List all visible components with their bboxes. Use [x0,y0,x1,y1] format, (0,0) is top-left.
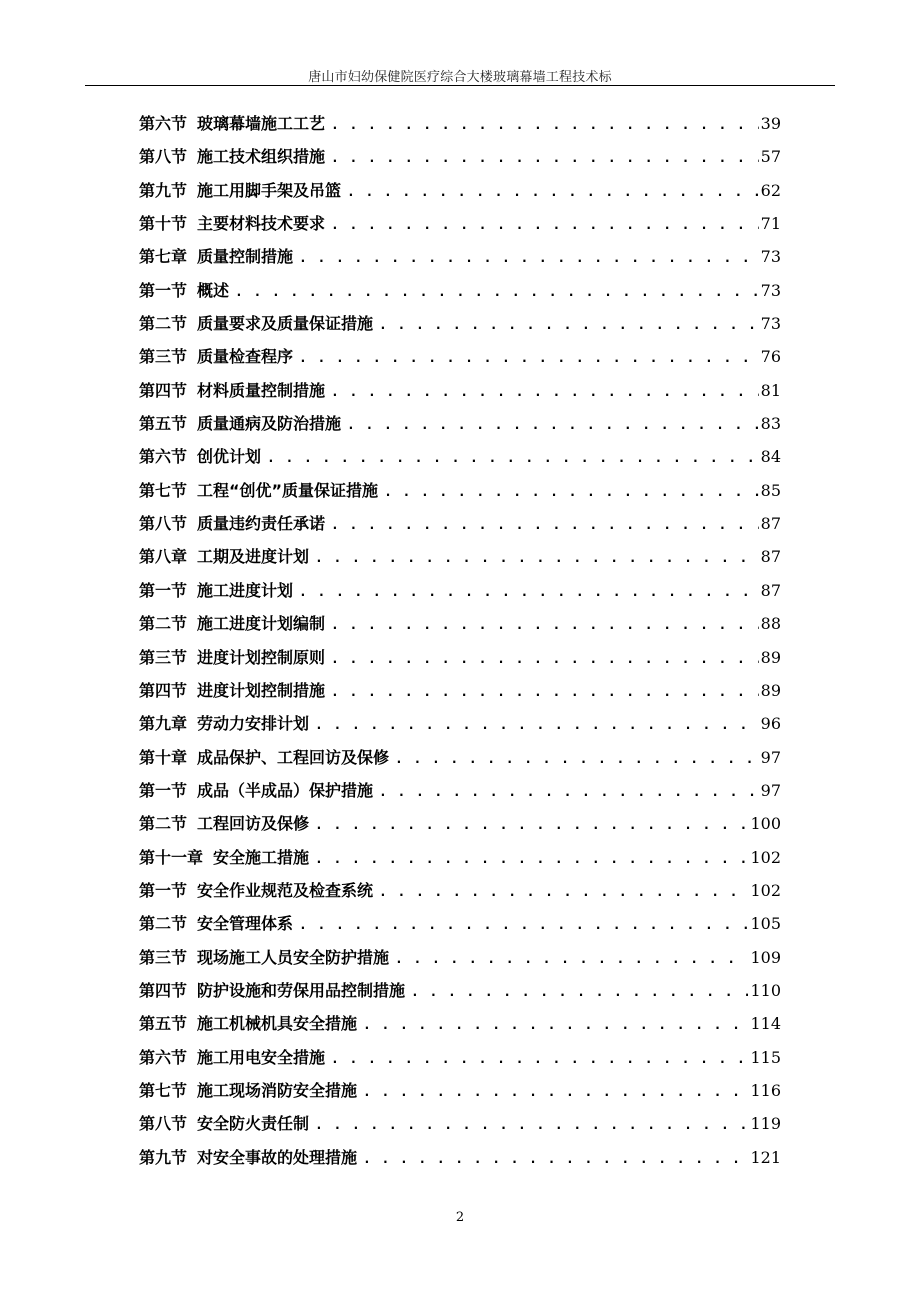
toc-entry-title: 施工机械机具安全措施 [197,1014,358,1034]
toc-entry-title: 安全管理体系 [197,914,294,934]
toc-dot-leader [315,812,748,836]
toc-entry[interactable] [139,212,781,245]
toc-entry-number: 第二节 [139,314,188,334]
toc-entry-page: 100 [750,814,781,834]
toc-entry-page: 121 [750,1147,781,1167]
toc-entry-title: 施工技术组织措施 [197,147,326,167]
toc-entry-number: 第四节 [139,380,188,400]
toc-entry-number: 第十章 [139,747,188,767]
toc-entry-page: 76 [760,347,781,367]
toc-entry-title: 安全作业规范及检查系统 [197,880,374,900]
page-number: 2 [455,1210,465,1225]
toc-entry-title: 施工用脚手架及吊篮 [197,180,342,200]
toc-entry-title: 质量通病及防治措施 [197,414,342,434]
toc-entry-number: 第九节 [139,1147,188,1167]
toc-entry[interactable] [139,579,781,612]
toc-entry[interactable] [139,912,781,945]
toc-entry-page: 73 [760,280,781,300]
toc-entry-title: 质量控制措施 [197,247,294,267]
toc-entry-number: 第八节 [139,147,188,167]
toc-entry-number: 第三节 [139,947,188,967]
toc-dot-leader [299,345,759,369]
toc-entry-page: 88 [760,614,781,634]
toc-entry-title: 玻璃幕墙施工工艺 [197,114,326,133]
toc-entry-page: 115 [750,1047,781,1067]
toc-entry[interactable] [139,145,781,178]
toc-entry-number: 第八节 [139,514,188,534]
toc-dot-leader [395,946,748,970]
toc-entry-page: 83 [760,414,781,434]
toc-dot-leader [315,1112,748,1136]
table-of-contents [139,112,781,1179]
toc-entry-number: 第四节 [139,980,188,1000]
toc-dot-leader [267,445,759,469]
toc-entry-title: 工期及进度计划 [197,547,310,567]
toc-entry-page: 62 [760,180,781,200]
toc-entry-title: 进度计划控制措施 [197,680,326,700]
toc-entry-number: 第九节 [139,180,188,200]
toc-entry-page: 87 [760,547,781,567]
toc-dot-leader [379,779,759,803]
toc-entry-page: 105 [750,914,781,934]
toc-entry-number: 第五节 [139,1014,188,1034]
toc-entry-page: 71 [760,214,781,234]
toc-dot-leader [411,979,748,1003]
toc-entry-page: 97 [760,747,781,767]
toc-entry[interactable] [139,979,781,1012]
toc-entry[interactable] [139,1146,781,1179]
toc-entry[interactable] [139,112,781,145]
toc-dot-leader [235,279,759,303]
toc-dot-leader [379,879,748,903]
toc-dot-leader [347,412,759,436]
toc-entry[interactable] [139,712,781,745]
toc-entry-number: 第三节 [139,347,188,367]
toc-dot-leader [331,1046,748,1070]
toc-entry-title: 现场施工人员安全防护措施 [197,947,390,967]
toc-entry-number: 第二节 [139,914,188,934]
toc-entry-number: 第六节 [139,114,188,133]
toc-entry-number: 第八节 [139,1114,188,1134]
toc-entry-number: 第三节 [139,647,188,667]
toc-dot-leader [315,545,759,569]
toc-entry-number: 第一节 [139,880,188,900]
header-title: 唐山市妇幼保健院医疗综合大楼玻璃幕墙工程技术标 [308,70,612,85]
toc-entry-page: 109 [750,947,781,967]
toc-entry-title: 施工进度计划 [197,580,294,600]
toc-entry-title: 劳动力安排计划 [197,714,310,734]
toc-entry[interactable] [139,512,781,545]
toc-entry-number: 第十一章 [139,847,204,867]
toc-entry[interactable] [139,612,781,645]
toc-entry-title: 材料质量控制措施 [197,380,326,400]
toc-entry-number: 第四节 [139,680,188,700]
toc-entry[interactable] [139,812,781,845]
toc-dot-leader [315,846,748,870]
toc-entry[interactable] [139,245,781,278]
toc-entry-page: 87 [760,514,781,534]
header-divider [85,85,835,86]
toc-entry-page: 89 [760,647,781,667]
toc-entry-title: 进度计划控制原则 [197,647,326,667]
toc-entry[interactable] [139,545,781,578]
toc-entry-page: 85 [760,480,781,500]
toc-dot-leader [331,145,759,169]
toc-dot-leader [331,512,759,536]
toc-entry-page: 119 [750,1114,781,1134]
toc-entry[interactable] [139,445,781,478]
toc-entry[interactable] [139,1079,781,1112]
toc-entry-number: 第六节 [139,447,188,467]
toc-entry-number: 第六节 [139,1047,188,1067]
toc-entry-page: 81 [760,380,781,400]
toc-entry[interactable] [139,646,781,679]
toc-entry-page: 102 [750,847,781,867]
toc-dot-leader [331,679,759,703]
toc-entry-title: 成品保护、工程回访及保修 [197,747,390,767]
toc-entry-number: 第一节 [139,780,188,800]
toc-entry-page: 73 [760,247,781,267]
toc-entry-number: 第七章 [139,247,188,267]
toc-entry-title: 工程回访及保修 [197,814,310,834]
toc-entry-page: 87 [760,580,781,600]
toc-entry-number: 第一节 [139,280,188,300]
toc-entry-title: 主要材料技术要求 [197,214,326,234]
toc-entry-title: 质量违约责任承诺 [197,514,326,534]
toc-entry[interactable] [139,312,781,345]
toc-entry-page: 73 [760,314,781,334]
toc-entry-number: 第五节 [139,414,188,434]
toc-dot-leader [395,746,759,770]
toc-dot-leader [331,212,759,236]
toc-entry-page: 84 [760,447,781,467]
toc-entry[interactable] [139,179,781,212]
toc-entry-number: 第九章 [139,714,188,734]
toc-dot-leader [363,1012,748,1036]
toc-entry-title: 成品（半成品）保护措施 [197,780,374,800]
toc-entry-number: 第七节 [139,480,188,500]
toc-dot-leader [363,1146,748,1170]
toc-dot-leader [331,379,759,403]
toc-dot-leader [299,579,759,603]
toc-entry-page: 114 [750,1014,781,1034]
toc-entry[interactable] [139,379,781,412]
toc-entry[interactable] [139,946,781,979]
toc-entry-number: 第十节 [139,214,188,234]
toc-entry-page: 102 [750,880,781,900]
toc-dot-leader [379,312,759,336]
toc-entry[interactable] [139,1112,781,1145]
toc-entry[interactable] [139,345,781,378]
toc-entry-number: 第八章 [139,547,188,567]
toc-entry-title: 质量要求及质量保证措施 [197,314,374,334]
toc-entry-title: 施工用电安全措施 [197,1047,326,1067]
toc-entry-page: 116 [750,1080,781,1100]
toc-dot-leader [331,646,759,670]
toc-entry-page: 96 [760,714,781,734]
toc-entry-page: 97 [760,780,781,800]
toc-entry-page: 89 [760,680,781,700]
toc-entry-title: 概述 [197,280,230,300]
toc-entry-page: 39 [760,114,781,133]
toc-entry-number: 第七节 [139,1080,188,1100]
toc-dot-leader [299,245,759,269]
toc-entry[interactable] [139,412,781,445]
toc-entry[interactable] [139,679,781,712]
toc-entry-number: 第二节 [139,814,188,834]
toc-entry-title: 质量检查程序 [197,347,294,367]
toc-entry-title: 安全施工措施 [213,847,310,867]
toc-dot-leader [315,712,759,736]
toc-entry-title: 工程“创优”质量保证措施 [197,480,379,500]
toc-entry[interactable] [139,746,781,779]
toc-dot-leader [331,612,759,636]
toc-entry[interactable] [139,846,781,879]
toc-entry[interactable] [139,1046,781,1079]
toc-dot-leader [384,479,759,503]
toc-entry-title: 对安全事故的处理措施 [197,1147,358,1167]
toc-dot-leader [299,912,748,936]
toc-entry-title: 安全防火责任制 [197,1114,310,1134]
toc-entry[interactable] [139,479,781,512]
toc-entry[interactable] [139,279,781,312]
toc-entry-title: 创优计划 [197,447,262,467]
toc-entry[interactable] [139,879,781,912]
toc-entry-page: 57 [760,147,781,167]
toc-entry-title: 防护设施和劳保用品控制措施 [197,980,406,1000]
toc-entry-title: 施工现场消防安全措施 [197,1080,358,1100]
toc-entry[interactable] [139,779,781,812]
toc-dot-leader [347,179,759,203]
toc-entry-page: 110 [750,980,781,1000]
toc-entry-number: 第一节 [139,580,188,600]
toc-entry-number: 第二节 [139,614,188,634]
toc-dot-leader [331,112,759,136]
toc-entry[interactable] [139,1012,781,1045]
toc-entry-title: 施工进度计划编制 [197,614,326,634]
toc-dot-leader [363,1079,748,1103]
